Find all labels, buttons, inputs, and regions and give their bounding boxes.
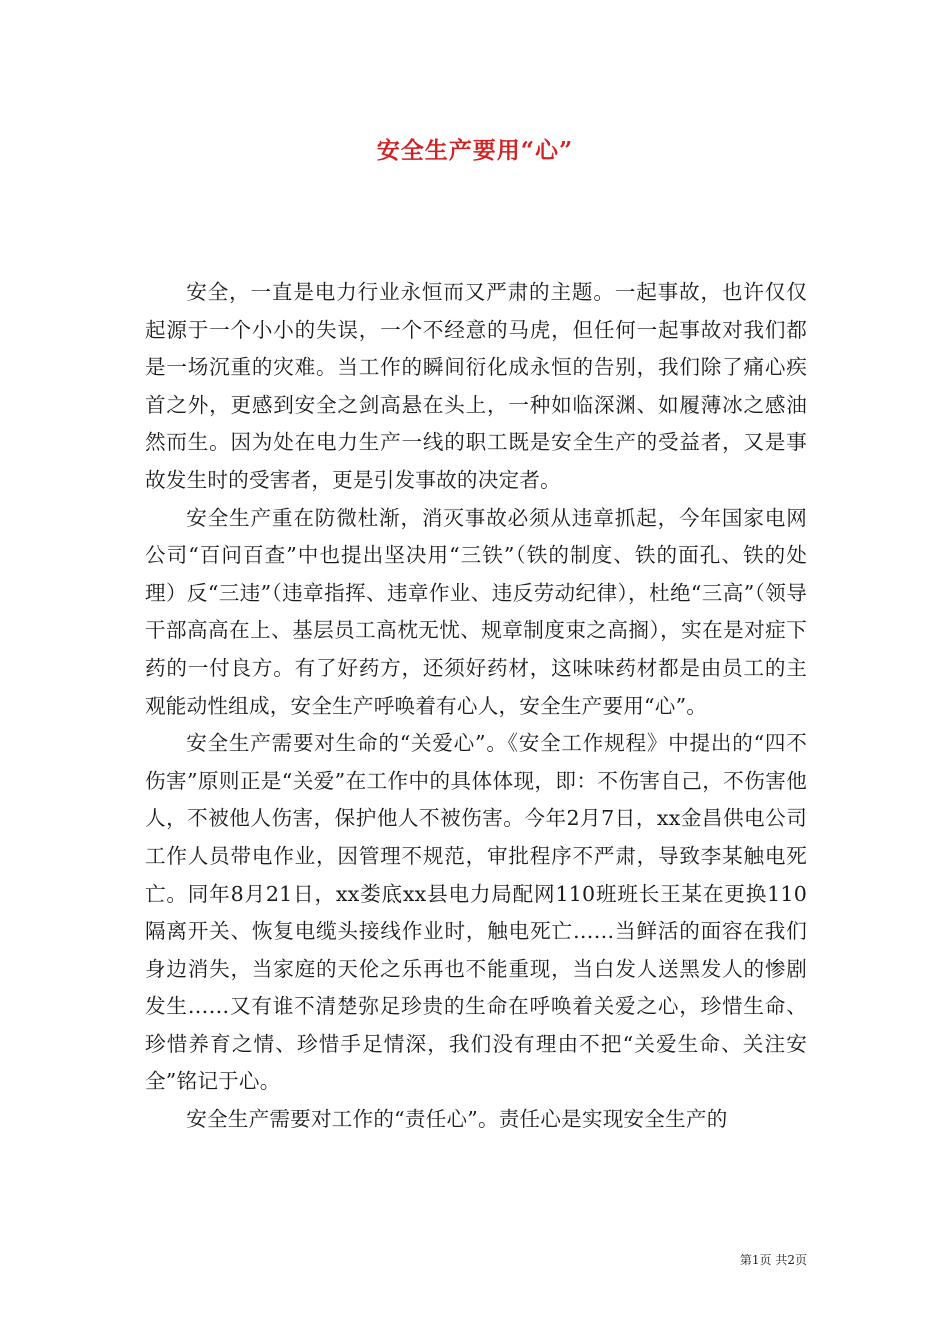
- paragraph-2: 安全生产重在防微杜渐，消灭事故必须从违章抓起，今年国家电网公司“百问百查”中也提出坚决用“三铁”（铁的制度、铁的面孔、铁的处理）反“三违”（违章指挥、违章作业、违反劳动纪律），杜绝“三高”（领导干部高高在上、基层员工高枕无忧、规章制度束之高搁），实在是对症下药的一付良方。有了好药方，还须好药材，这味味药材都是由员工的主观能动性组成，安全生产呼唤着有心人，安全生产要用“心”。: [145, 505, 807, 718]
- page-number: 第1页 共2页: [739, 1253, 807, 1267]
- paragraph-3: 安全生产需要对生命的“关爱心”。《安全工作规程》中提出的“四不伤害”原则正是“关爱”在工作中的具体体现，即：不伤害自己，不伤害他人，不被他人伤害，保护他人不被伤害。今年2月7日，xx金昌供电公司工作人员带电作业，因管理不规范，审批程序不严肃，导致李某触电死亡。同年8月21日，xx娄底xx县电力局配网110班班长王某在更换110隔离开关、恢复电缆头接线作业时，触电死亡……当鲜活的面容在我们身边消失，当家庭的天伦之乐再也不能重现，当白发人送黑发人的惨剧发生……又有谁不清楚弥足珍贵的生命在呼唤着关爱之心，珍惜生命、珍惜养育之情、珍惜手足情深，我们没有理由不把“关爱生命、关注安全”铭记于心。: [145, 731, 807, 1094]
- document-body: [145, 274, 807, 1139]
- paragraph-4: 安全生产需要对工作的“责任心”。责任心是实现安全生产的: [186, 1107, 728, 1132]
- paragraph-1: 安全，一直是电力行业永恒而又严肃的主题。一起事故，也许仅仅起源于一个小小的失误，一个不经意的马虎，但任何一起事故对我们都是一场沉重的灾难。当工作的瞬间衍化成永恒的告别，我们除了痛心疾首之外，更感到安全之剑高悬在头上，一种如临深渊、如履薄冰之感油然而生。因为处在电力生产一线的职工既是安全生产的受益者，又是事故发生时的受害者，更是引发事故的决定者。: [145, 280, 807, 492]
- document-title: 安全生产要用“心”: [376, 137, 574, 164]
